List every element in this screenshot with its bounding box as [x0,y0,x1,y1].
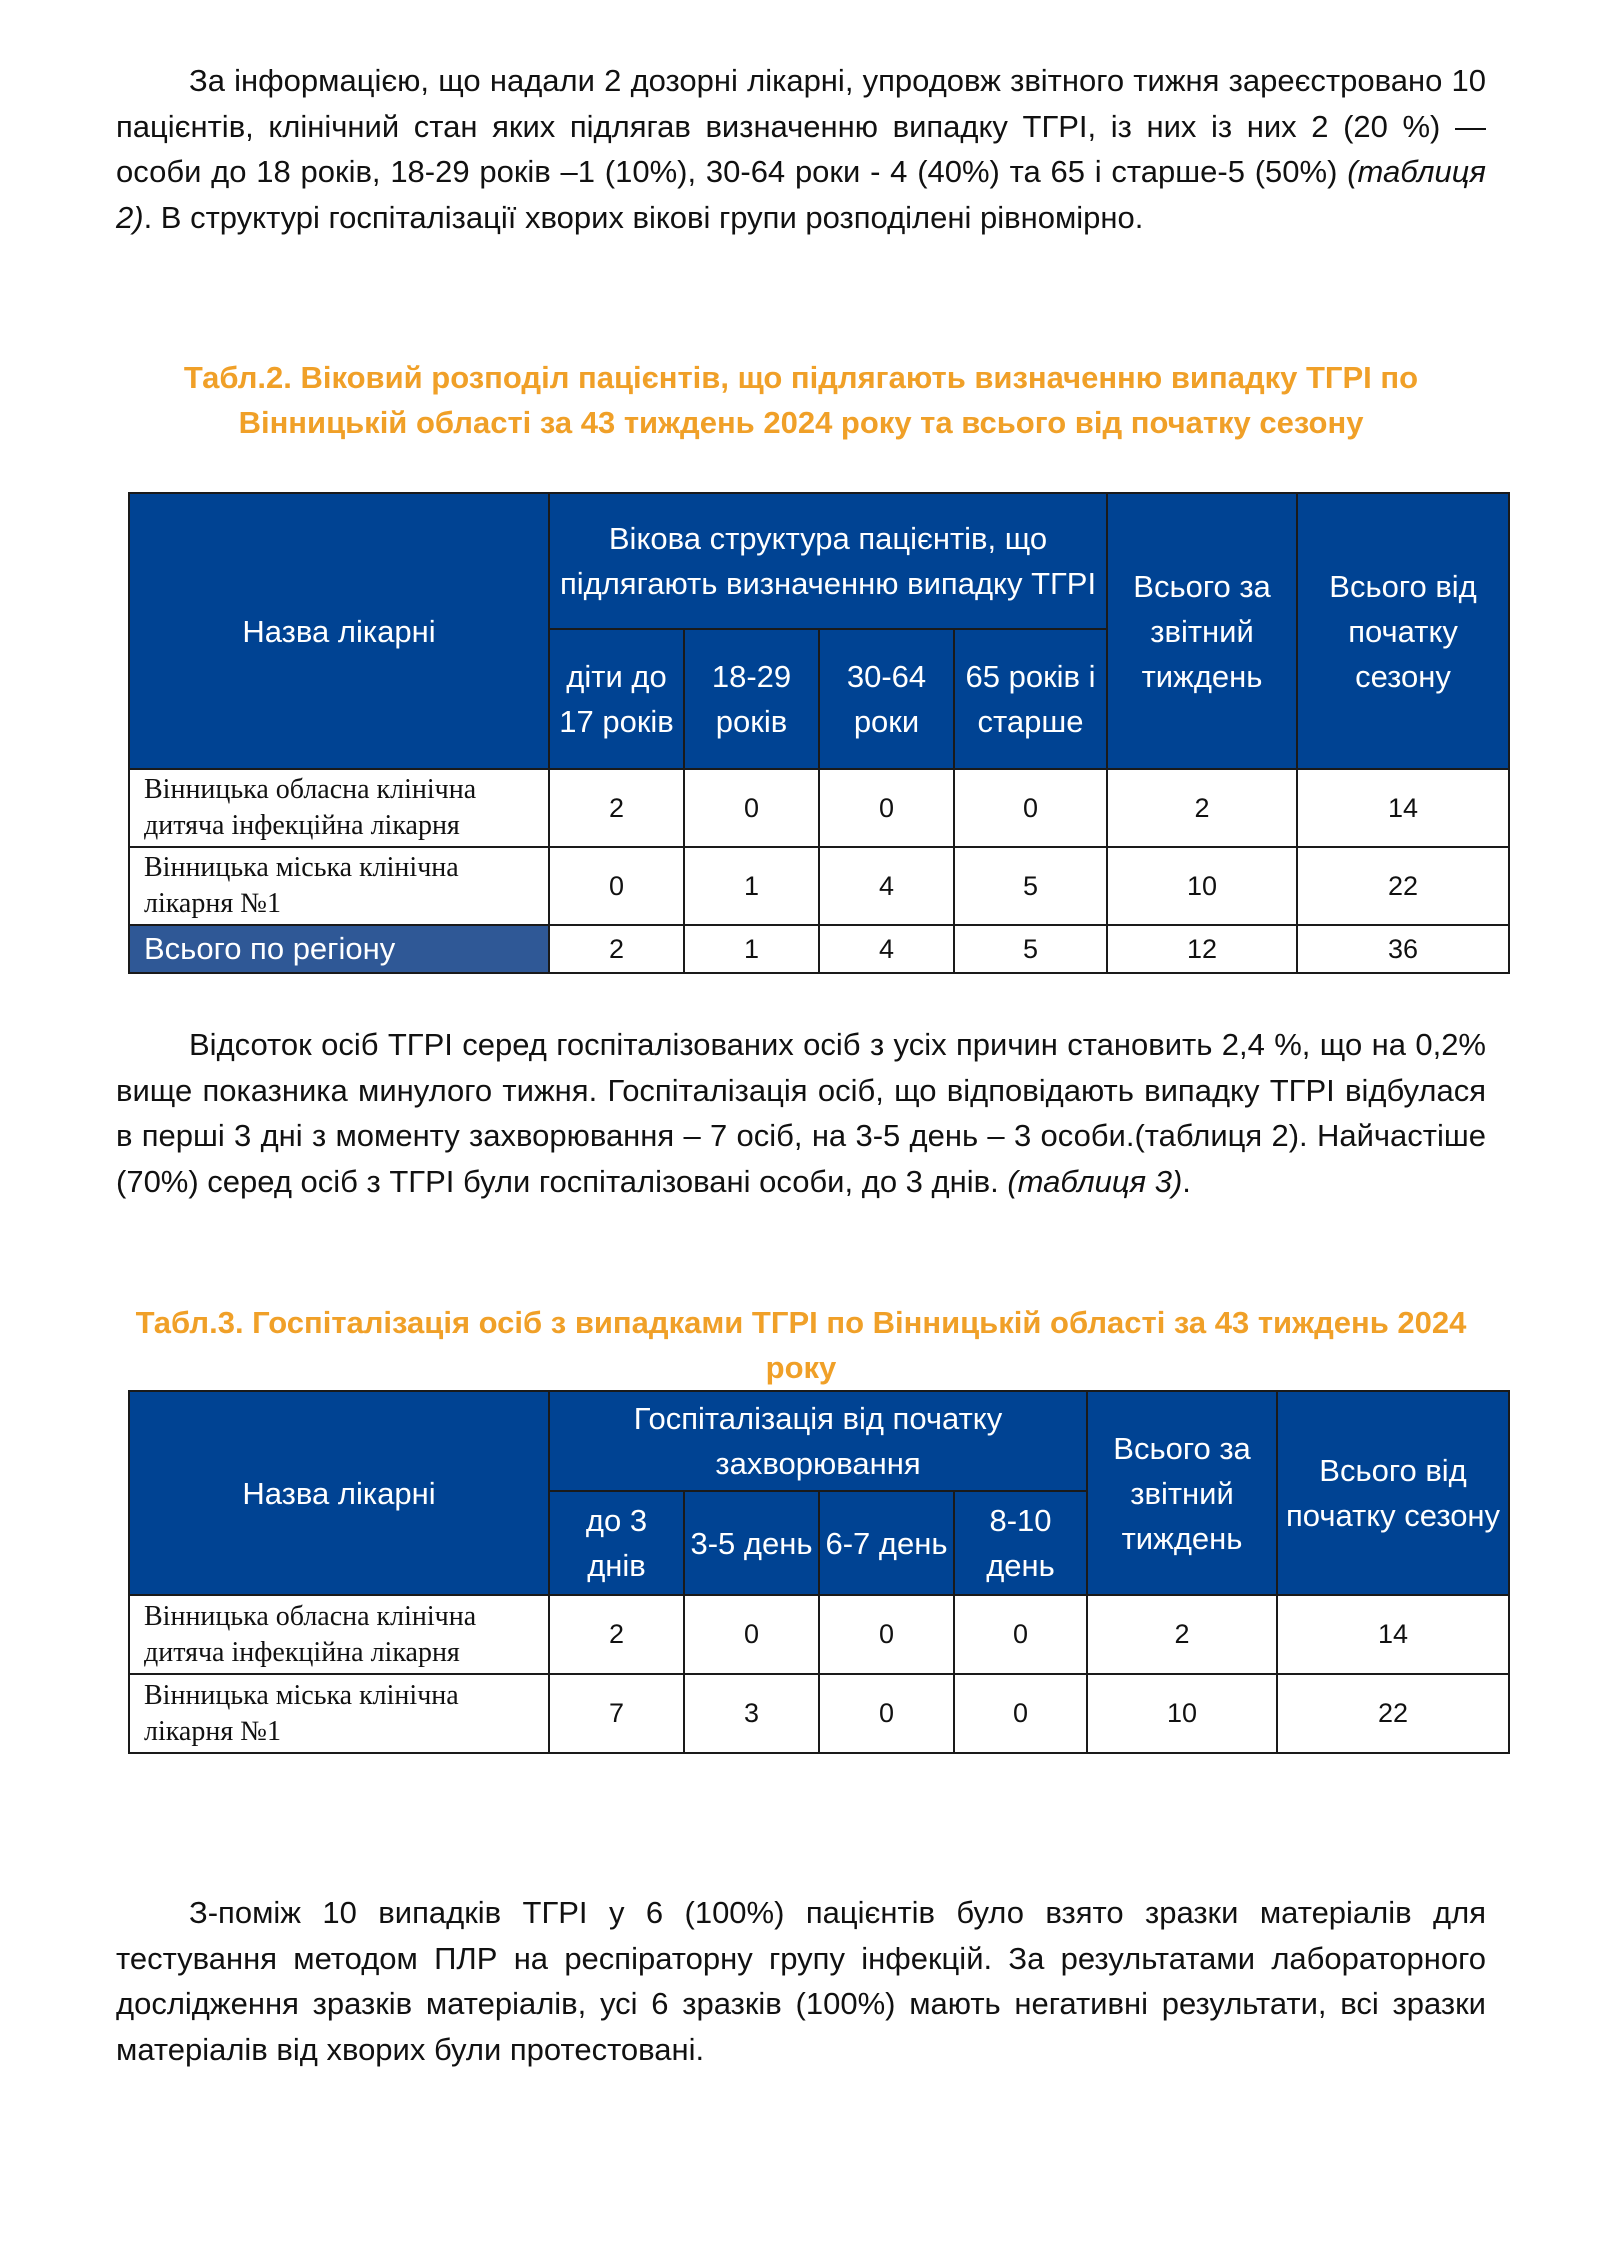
table-cell: 14 [1297,769,1509,847]
table-total-row [129,925,1509,973]
table-cell: 0 [684,1595,819,1674]
table-3-header-days-6-7: 6-7 день [819,1491,954,1595]
table-cell: 22 [1277,1674,1509,1753]
paragraph-2-table-ref: (таблиця 3) [1007,1163,1183,1199]
table-2-header-age-18-29: 18-29 років [684,629,819,769]
table-cell: 14 [1277,1595,1509,1674]
table-2-header-season-total: Всього від початку сезону [1297,493,1509,769]
table-cell: 0 [819,1674,954,1753]
table-row [129,847,1509,925]
table-cell: 5 [954,847,1107,925]
table-cell: 7 [549,1674,684,1753]
paragraph-1-text-end: . В структурі госпіталізації хворих вікові групи розподілені рівномірно. [143,199,1144,235]
table-cell: 22 [1297,847,1509,925]
table-3-header-hospital: Назва лікарні [129,1391,549,1595]
table-cell: 0 [954,1595,1087,1674]
table-cell: 4 [819,925,954,973]
table-2-header-hospital: Назва лікарні [129,493,549,769]
table-cell: 2 [549,925,684,973]
table-cell: 2 [1087,1595,1277,1674]
table-cell: 0 [549,847,684,925]
table-3-caption: Табл.3. Госпіталізація осіб з випадками ТГРІ по Вінницькій області за 43 тиждень 2024 року [135,1305,1467,1385]
paragraph-2-text-end: . [1182,1163,1191,1199]
table-3-header-days-8-10: 8-10 день [954,1491,1087,1595]
table-row [129,769,1509,847]
table-cell: 2 [1107,769,1297,847]
table-2-caption: Табл.2. Віковий розподіл пацієнтів, що підлягають визначенню випадку ТГРІ по Вінницькій області за 43 тиждень 2024 року та всього від початку сезону [183,360,1419,440]
hospital-name: Вінницька міська клінічна лікарня №1 [129,1674,549,1753]
table-3-hospitalization [128,1390,1510,1754]
table-cell: 5 [954,925,1107,973]
table-3-header-days-3-5: 3-5 день [684,1491,819,1595]
table-3-header-days-up-to-3: до 3 днів [549,1491,684,1595]
table-2-header-age-0-17: діти до 17 років [549,629,684,769]
paragraph-3 [116,1890,1486,2072]
table-cell: 2 [549,1595,684,1674]
table-cell: 1 [684,847,819,925]
table-2-header-age-65-plus: 65 років і старше [954,629,1107,769]
table-3-header-season-total: Всього від початку сезону [1277,1391,1509,1595]
table-3-header-hospitalization-group: Госпіталізація від початку захворювання [549,1391,1087,1491]
hospital-name: Вінницька міська клінічна лікарня №1 [129,847,549,925]
table-3-header-week-total: Всього за звітний тиждень [1087,1391,1277,1595]
paragraph-1-text: За інформацією, що надали 2 дозорні лікарні, упродовж звітного тижня зареєстровано 10 пацієнтів, клінічний стан яких підлягав визначенню випадку ТГРІ, із них із них 2 (20 %) — особи до 18 років, 18-29 років –1 (10%), 30-64 роки - 4 (40%) та 65 і старше-5 (50%) [116,63,1486,189]
table-2-header-week-total: Всього за звітний тиждень [1107,493,1297,769]
table-cell: 0 [819,1595,954,1674]
hospital-name: Вінницька обласна клінічна дитяча інфекційна лікарня [129,769,549,847]
table-cell: 0 [954,769,1107,847]
table-cell: 0 [819,769,954,847]
paragraph-3-text: З-поміж 10 випадків ТГРІ у 6 (100%) пацієнтів було взято зразки матеріалів для тестування методом ПЛР на респіраторну групу інфекцій. За результатами лабораторного дослідження зразків матеріалів, усі 6 зразків (100%) мають негативні результати, всі зразки матеріалів від хворих були протестовані. [116,1895,1486,2067]
table-2-age-distribution [128,492,1510,974]
table-row [129,1674,1509,1753]
table-2-header-age-group: Вікова структура пацієнтів, що підлягають визначенню випадку ТГРІ [549,493,1107,629]
table-cell: 0 [954,1674,1087,1753]
paragraph-2 [116,1022,1486,1204]
hospital-name: Вінницька обласна клінічна дитяча інфекційна лікарня [129,1595,549,1674]
table-cell: 4 [819,847,954,925]
paragraph-1 [116,58,1486,240]
table-cell: 2 [549,769,684,847]
table-cell: 10 [1087,1674,1277,1753]
paragraph-2-text: Відсоток осіб ТГРІ серед госпіталізованих осіб з усіх причин становить 2,4 %, що на 0,2% вище показника минулого тижня. Госпіталізація осіб, що відповідають випадку ТГРІ відбулася в перші 3 дні з моменту захворювання – 7 осіб, на 3-5 день – 3 особи.(таблиця 2). Найчастіше (70%) серед осіб з ТГРІ були госпіталізовані особи, до 3 днів. [116,1027,1486,1199]
table-cell: 1 [684,925,819,973]
paragraph-1-table-ref: (таблиця 2) [116,154,1486,235]
table-row [129,1595,1509,1674]
table-cell: 3 [684,1674,819,1753]
table-cell: 10 [1107,847,1297,925]
table-2-header-age-30-64: 30-64 роки [819,629,954,769]
table-cell: 0 [684,769,819,847]
table-cell: 12 [1107,925,1297,973]
region-total-label: Всього по регіону [129,925,549,973]
table-cell: 36 [1297,925,1509,973]
